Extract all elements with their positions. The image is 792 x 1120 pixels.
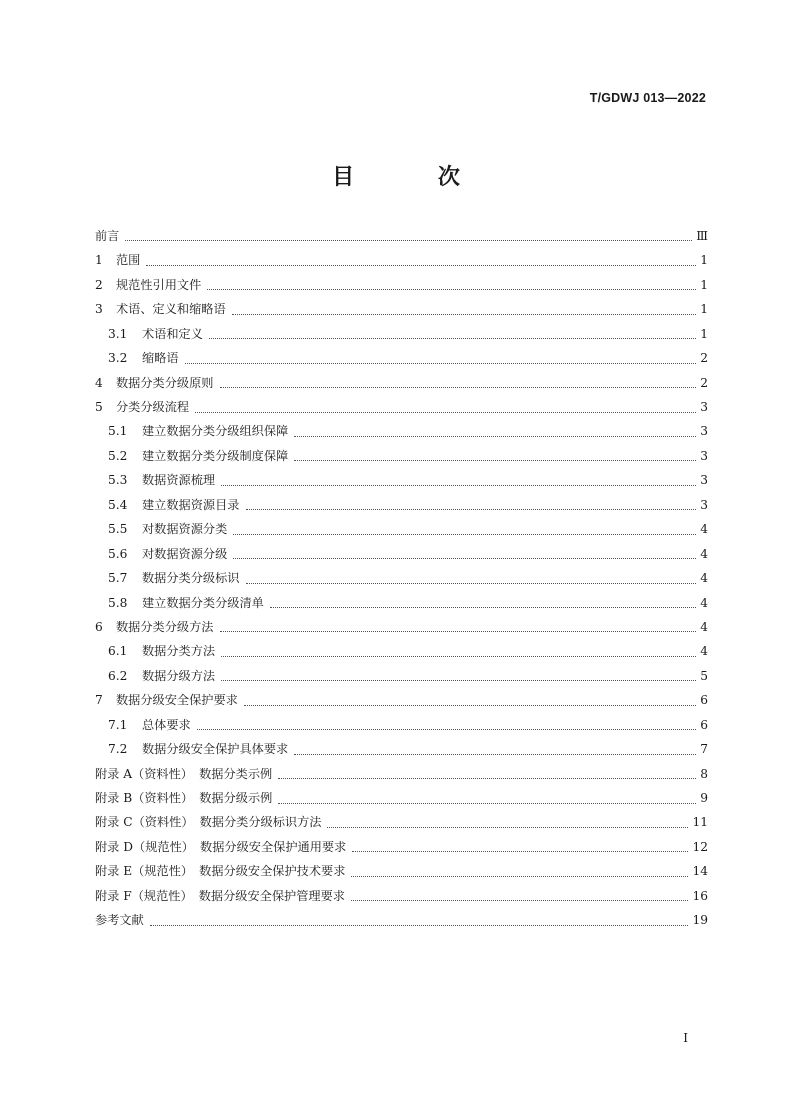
toc-entry-number: 5.1 <box>108 424 128 439</box>
toc-entry-label: 数据资源梳理 <box>142 473 216 488</box>
toc-entry-label: 参考文献 <box>95 913 144 928</box>
toc-entry-label: 范围 <box>116 253 141 268</box>
dot-leader <box>185 363 697 364</box>
table-of-contents <box>95 224 708 933</box>
toc-entry[interactable] <box>95 664 708 688</box>
dot-leader <box>146 265 696 266</box>
toc-entry[interactable] <box>95 908 708 932</box>
dot-leader <box>244 705 696 706</box>
toc-entry[interactable] <box>95 591 708 615</box>
toc-entry-label: 建立数据分类分级清单 <box>142 595 264 610</box>
toc-entry-label: 分类分级流程 <box>116 400 190 415</box>
dot-leader <box>278 778 696 779</box>
page-number: I <box>683 1031 688 1045</box>
dot-leader <box>278 803 696 804</box>
dot-leader <box>270 607 696 608</box>
toc-entry-number: 5.8 <box>108 595 128 610</box>
toc-entry-label: 附录 B（资料性） 数据分级示例 <box>95 791 273 806</box>
toc-entry[interactable] <box>95 468 708 492</box>
toc-entry-number: 5 <box>95 400 103 415</box>
toc-entry[interactable] <box>95 688 708 712</box>
toc-entry[interactable] <box>95 273 708 297</box>
dot-leader <box>220 387 697 388</box>
toc-entry[interactable] <box>95 884 708 908</box>
toc-entry-page: 3 <box>700 497 708 512</box>
toc-entry-page: 4 <box>700 571 708 586</box>
toc-entry-label: 对数据资源分类 <box>142 522 228 537</box>
toc-entry[interactable] <box>95 297 708 321</box>
toc-entry[interactable] <box>95 542 708 566</box>
toc-entry-page: 12 <box>692 839 708 854</box>
dot-leader <box>352 851 688 852</box>
toc-entry-number: 3.1 <box>108 326 128 341</box>
toc-entry-page: 1 <box>700 302 708 317</box>
toc-entry-number: 7.2 <box>108 742 128 757</box>
toc-entry[interactable] <box>95 566 708 590</box>
toc-entry-page: 8 <box>700 766 708 781</box>
dot-leader <box>294 460 696 461</box>
dot-leader <box>327 827 688 828</box>
standard-code: T/GDWJ 013—2022 <box>589 91 706 105</box>
toc-entry-label: 总体要求 <box>142 717 191 732</box>
toc-entry-label: 规范性引用文件 <box>116 277 202 292</box>
toc-entry[interactable] <box>95 811 708 835</box>
toc-entry-page: 7 <box>700 742 708 757</box>
toc-entry-page: 16 <box>692 888 708 903</box>
toc-entry-label: 数据分类分级方法 <box>116 619 214 634</box>
toc-entry-label: 数据分级安全保护要求 <box>116 693 238 708</box>
toc-entry-label: 缩略语 <box>142 351 179 366</box>
toc-entry[interactable] <box>95 517 708 541</box>
toc-entry-page: 4 <box>700 619 708 634</box>
toc-entry[interactable] <box>95 346 708 370</box>
toc-entry-number: 5.4 <box>108 497 128 512</box>
toc-entry-page: 4 <box>700 546 708 561</box>
dot-leader <box>246 509 697 510</box>
toc-entry-page: 5 <box>700 668 708 683</box>
toc-entry-label: 数据分类方法 <box>142 644 216 659</box>
toc-entry-page: 3 <box>700 424 708 439</box>
dot-leader <box>209 338 696 339</box>
dot-leader <box>246 583 697 584</box>
dot-leader <box>220 631 697 632</box>
toc-entry-label: 对数据资源分级 <box>142 546 228 561</box>
dot-leader <box>197 729 696 730</box>
toc-entry-page: 6 <box>700 717 708 732</box>
toc-entry-label: 附录 E（规范性） 数据分级安全保护技术要求 <box>95 864 346 879</box>
toc-entry-number: 5.3 <box>108 473 128 488</box>
toc-entry[interactable] <box>95 322 708 346</box>
toc-entry-page: 19 <box>692 913 708 928</box>
toc-entry[interactable] <box>95 224 708 248</box>
dot-leader <box>150 925 689 926</box>
toc-entry-page: 3 <box>700 400 708 415</box>
dot-leader <box>294 436 696 437</box>
toc-entry-page: 1 <box>700 326 708 341</box>
toc-entry-page: 4 <box>700 644 708 659</box>
toc-entry-page: 6 <box>700 693 708 708</box>
toc-entry-label: 术语和定义 <box>142 326 203 341</box>
toc-entry-page: 2 <box>700 351 708 366</box>
toc-entry-label: 建立数据资源目录 <box>142 497 240 512</box>
toc-entry[interactable] <box>95 444 708 468</box>
toc-entry-label: 附录 F（规范性） 数据分级安全保护管理要求 <box>95 888 345 903</box>
dot-leader <box>233 534 696 535</box>
toc-entry-number: 6.2 <box>108 668 128 683</box>
toc-entry-label: 数据分类分级原则 <box>116 375 214 390</box>
toc-entry-page: 3 <box>700 473 708 488</box>
dot-leader <box>351 876 688 877</box>
toc-entry-page: Ⅲ <box>696 228 708 243</box>
dot-leader <box>125 240 692 241</box>
toc-entry[interactable] <box>95 395 708 419</box>
toc-entry-number: 5.6 <box>108 546 128 561</box>
toc-entry[interactable] <box>95 835 708 859</box>
toc-entry-number: 3 <box>95 302 103 317</box>
toc-entry-page: 3 <box>700 448 708 463</box>
toc-entry-number: 6 <box>95 619 103 634</box>
toc-entry[interactable] <box>95 713 708 737</box>
toc-entry-label: 建立数据分类分级组织保障 <box>142 424 289 439</box>
toc-entry-page: 11 <box>692 815 708 830</box>
toc-entry-label: 附录 D（规范性） 数据分级安全保护通用要求 <box>95 839 347 854</box>
toc-entry-page: 1 <box>700 253 708 268</box>
toc-entry-number: 7 <box>95 693 103 708</box>
dot-leader <box>232 314 697 315</box>
dot-leader <box>195 412 696 413</box>
dot-leader <box>221 680 696 681</box>
dot-leader <box>221 656 696 657</box>
toc-entry-label: 附录 C（资料性） 数据分类分级标识方法 <box>95 815 322 830</box>
toc-entry-number: 4 <box>95 375 103 390</box>
toc-entry-label: 数据分级方法 <box>142 668 216 683</box>
toc-entry-number: 1 <box>95 253 103 268</box>
dot-leader <box>294 754 696 755</box>
toc-entry[interactable] <box>95 420 708 444</box>
toc-entry[interactable] <box>95 762 708 786</box>
toc-entry[interactable] <box>95 859 708 883</box>
toc-entry-page: 2 <box>700 375 708 390</box>
toc-entry-label: 数据分级安全保护具体要求 <box>142 742 289 757</box>
toc-entry-page: 14 <box>692 864 708 879</box>
dot-leader <box>351 900 689 901</box>
toc-entry[interactable] <box>95 615 708 639</box>
toc-entry[interactable] <box>95 371 708 395</box>
toc-entry[interactable] <box>95 248 708 272</box>
toc-entry-number: 2 <box>95 277 103 292</box>
dot-leader <box>221 485 696 486</box>
toc-entry-label: 数据分类分级标识 <box>142 571 240 586</box>
toc-entry-page: 9 <box>700 791 708 806</box>
toc-entry-number: 6.1 <box>108 644 128 659</box>
toc-entry[interactable] <box>95 639 708 663</box>
toc-entry[interactable] <box>95 493 708 517</box>
toc-entry-page: 4 <box>700 595 708 610</box>
toc-entry-number: 3.2 <box>108 351 128 366</box>
toc-entry-label: 前言 <box>95 228 120 243</box>
toc-entry-label: 术语、定义和缩略语 <box>116 302 226 317</box>
toc-entry-number: 7.1 <box>108 717 128 732</box>
toc-entry[interactable] <box>95 786 708 810</box>
toc-entry-number: 5.7 <box>108 571 128 586</box>
toc-entry-label: 建立数据分类分级制度保障 <box>142 448 289 463</box>
toc-entry[interactable] <box>95 737 708 761</box>
dot-leader <box>233 558 696 559</box>
toc-entry-page: 4 <box>700 522 708 537</box>
toc-entry-page: 1 <box>700 277 708 292</box>
page-title: 目 次 <box>332 165 498 190</box>
toc-entry-number: 5.2 <box>108 448 128 463</box>
toc-entry-number: 5.5 <box>108 522 128 537</box>
dot-leader <box>207 289 696 290</box>
toc-entry-label: 附录 A（资料性） 数据分类示例 <box>95 766 273 781</box>
